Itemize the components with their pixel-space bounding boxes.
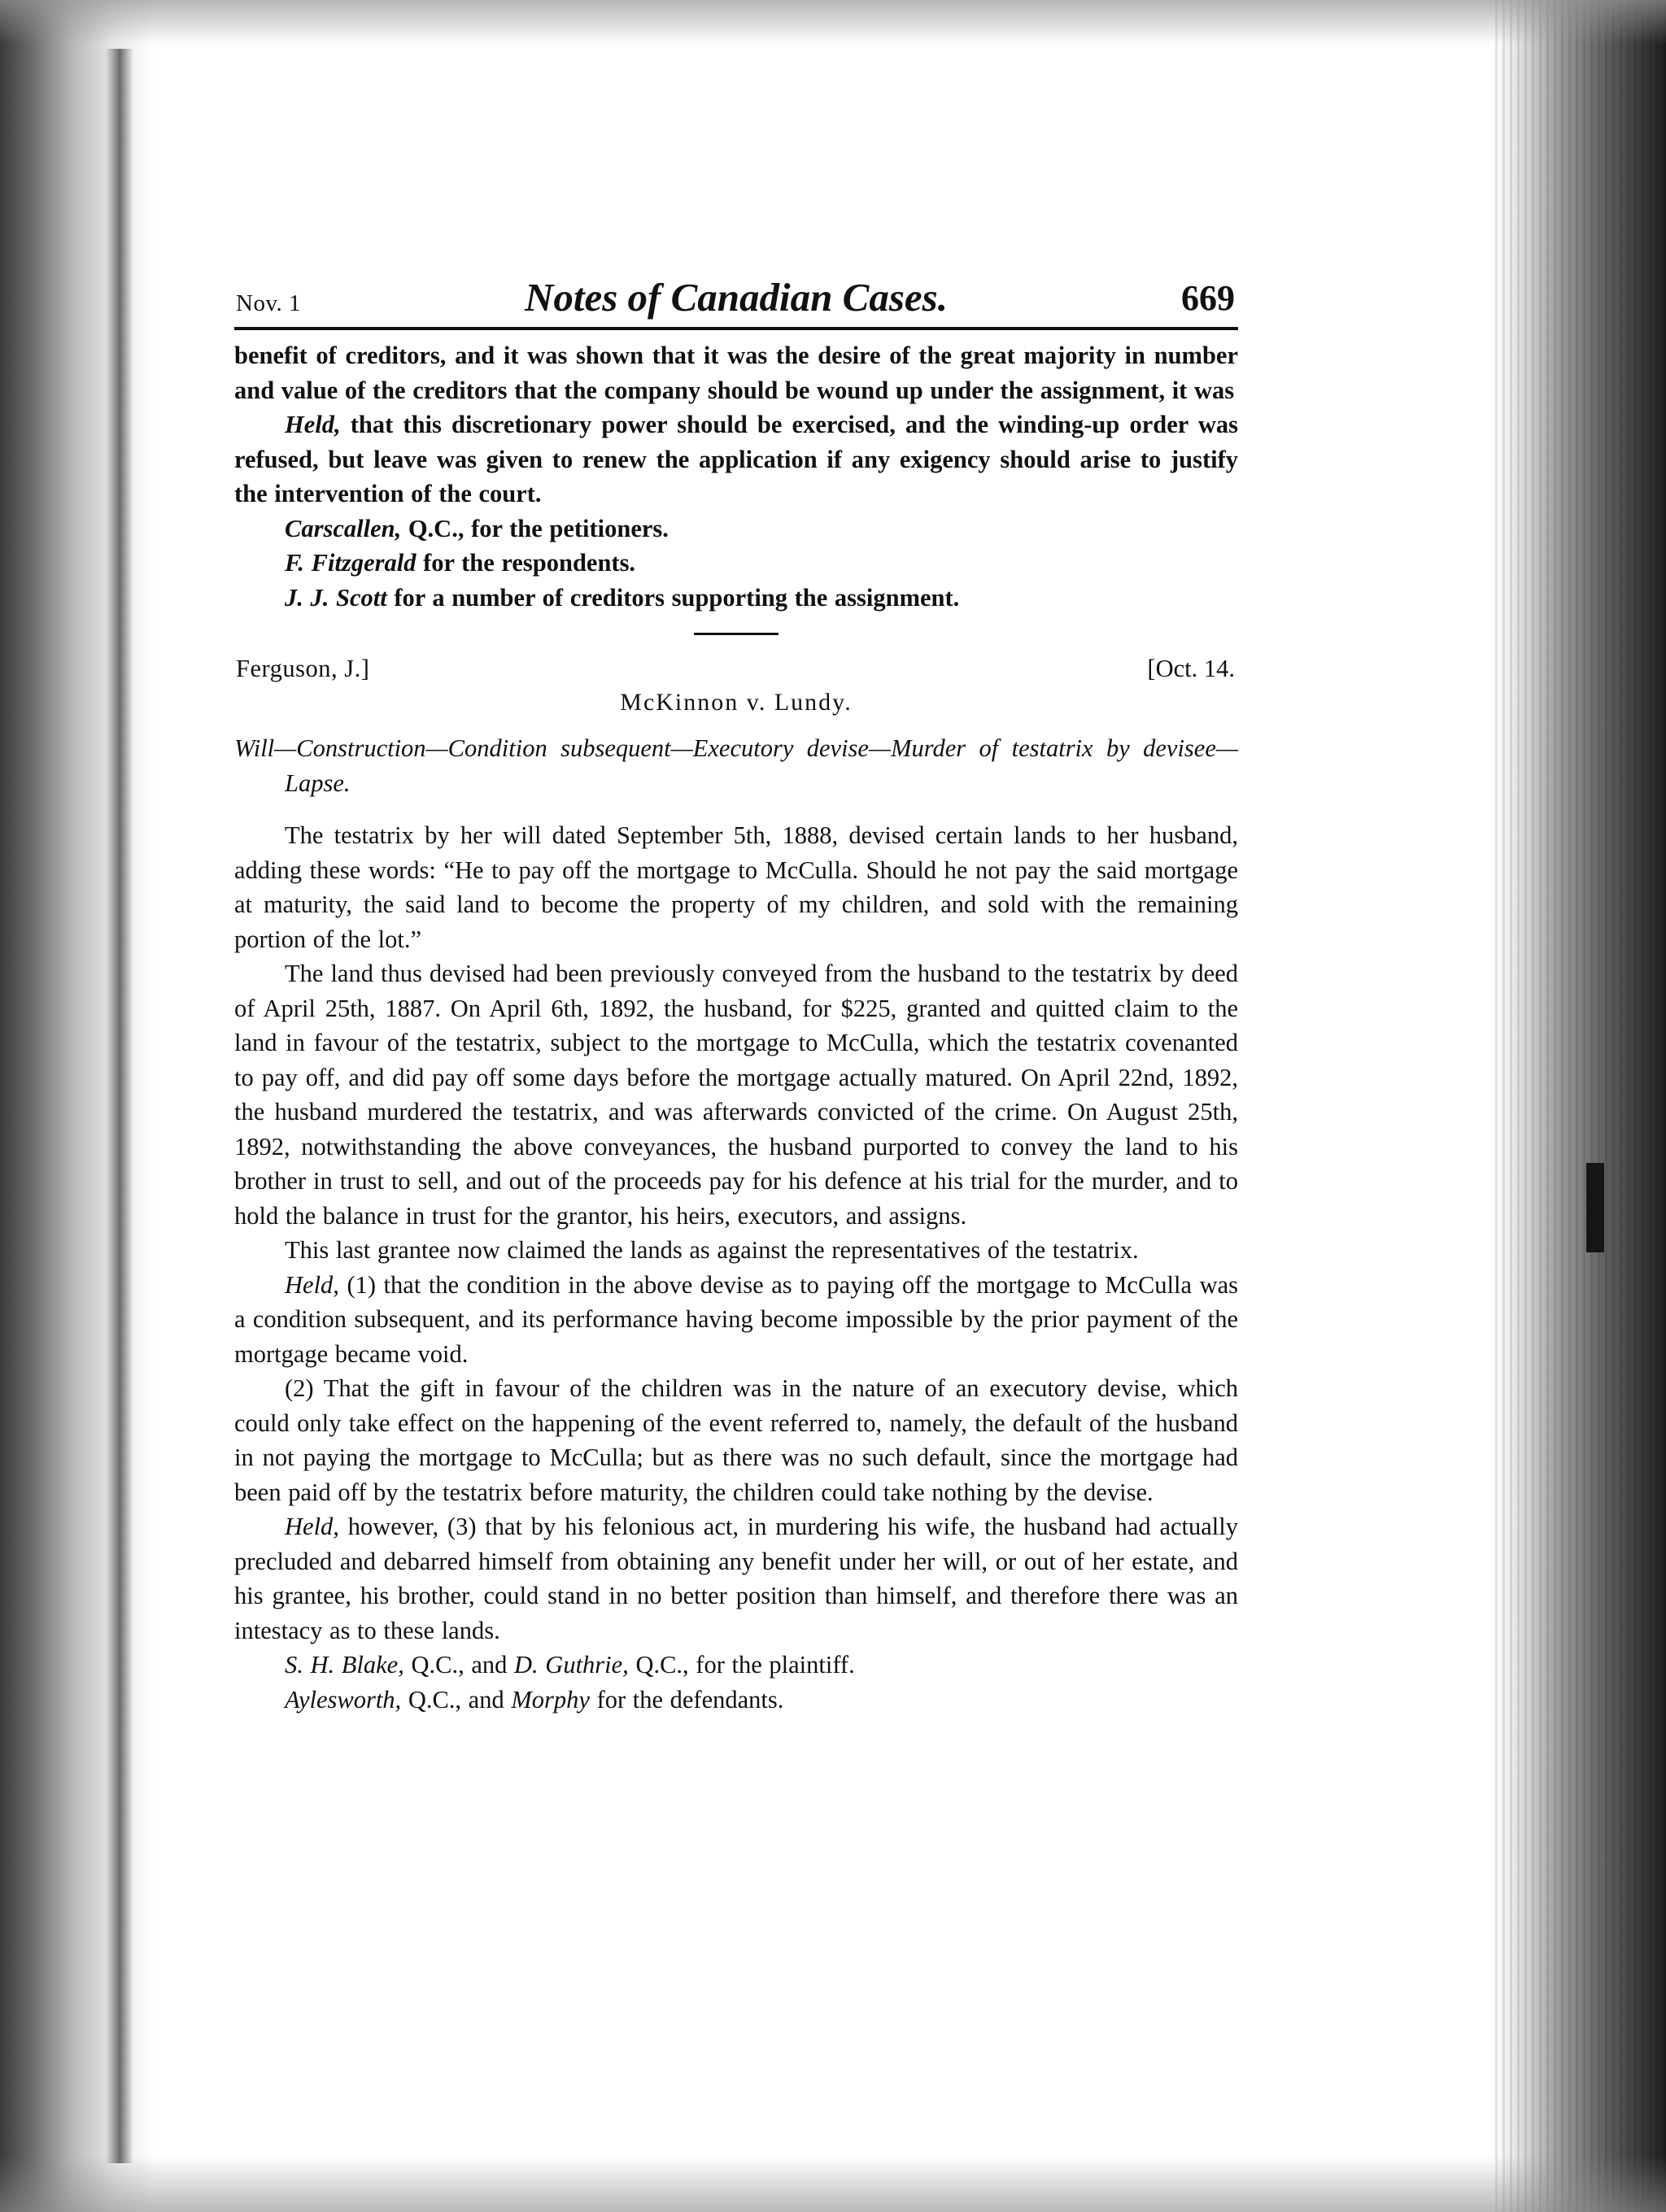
first-case-continuation <box>234 338 1238 615</box>
facts-paragraph: The land thus devised had been previously conveyed from the husband to the testatrix by deed of April 25th, 1887. On April 6th, 1892, the husband, for $225, granted and quitted claim to the land in favour of the testatrix, subject to the mortgage to McCulla, which the testatrix covenanted to pay off, and did pay off some days before the mortgage actually matured. On April 22nd, 1892, the husband murdered the testatrix, and was afterwards convicted of the crime. On August 25th, 1892, notwithstanding the above conveyances, the husband purported to convey the land to his brother in trust to sell, and out of the proceeds pay for his defence at his trial for the murder, and to hold the balance in trust for the grantor, his heirs, executors, and assigns. <box>234 960 1238 1230</box>
running-header <box>234 270 1238 330</box>
judge-name: Ferguson, J.] <box>236 655 370 682</box>
page-number: 669 <box>1181 278 1235 318</box>
counsel-role: Q.C., for the petitioners. <box>401 514 669 542</box>
counsel-connector: Q.C., and <box>403 1651 515 1679</box>
held-text: that this discretionary power should be exercised, and the winding-up order was refused, but leave was given to renew the application if any exigency should arise to justify the intervention of the court. <box>234 411 1238 507</box>
right-binding-shadow <box>1495 0 1666 2212</box>
top-scan-edge <box>0 0 1666 45</box>
counsel-name: Carscallen, <box>285 514 402 542</box>
left-binding-shadow <box>0 0 155 2212</box>
counsel-name: F. Fitzgerald <box>285 549 416 577</box>
decision-date: [Oct. 14. <box>1147 655 1235 682</box>
first-case-holding <box>234 407 1238 512</box>
counsel-line <box>234 1648 1238 1683</box>
case-headnote: Will—Construction—Condition subsequent—Executory devise—Murder of testatrix by devisee—Lapse. <box>234 734 1238 797</box>
counsel-name: D. Guthrie, <box>514 1651 629 1679</box>
counsel-name: S. H. Blake, <box>285 1651 404 1679</box>
counsel-connector: Q.C., and <box>401 1685 512 1713</box>
counsel-line <box>234 1683 1238 1718</box>
case-title: McKinnon v. Lundy. <box>620 689 853 716</box>
held-text: (1) that the condition in the above devise as to paying off the mortgage to McCulla was a condition subsequent, and its performance having become impossible by the prior payment of the mortgage became void. <box>234 1270 1238 1368</box>
counsel-role: for the respondents. <box>416 549 636 577</box>
held-label: Held, <box>285 1513 339 1540</box>
counsel-line <box>234 581 1238 616</box>
counsel-name: Morphy <box>511 1685 590 1713</box>
page-content <box>234 270 1238 1717</box>
facts-paragraph: The testatrix by her will dated September 5th, 1888, devised certain lands to her husband, adding these words: “He to pay off the mortgage to McCulla. Should he not pay the said mortgage at maturity, the said land to become the property of my children, and sold with the remaining portion of the lot.” <box>234 821 1238 953</box>
counsel-name: Aylesworth, <box>285 1685 402 1713</box>
holding-paragraph-2: (2) That the gift in favour of the children was in the nature of an executory devise, which could only take effect on the happening of the event referred to, namely, the default of the husband in not paying the mortgage to McCulla; but as there was no such default, since the mortgage had been paid off by the testatrix before maturity, the children could take nothing by the devise. <box>234 1374 1238 1506</box>
held-label: Held, <box>285 1270 339 1299</box>
section-divider <box>694 633 778 635</box>
held-label: Held, <box>285 411 341 438</box>
header-title: Notes of Canadian Cases. <box>524 275 948 320</box>
counsel-role: Q.C., for the plaintiff. <box>628 1651 855 1679</box>
holding-paragraph-3 <box>234 1509 1238 1648</box>
holding-paragraph-1 <box>234 1268 1238 1372</box>
court-line <box>234 655 1238 692</box>
continuation-paragraph: benefit of creditors, and it was shown that it was the desire of the great majority in number and value of the creditors that the company should be wound up under the assignment, it was <box>234 342 1238 404</box>
bottom-scan-edge <box>0 2155 1666 2212</box>
second-case-body <box>234 818 1238 1717</box>
header-date: Nov. 1 <box>236 290 302 316</box>
counsel-role: for the defendants. <box>589 1685 784 1713</box>
counsel-role: for a number of creditors supporting the assignment. <box>386 583 960 612</box>
facts-paragraph: This last grantee now claimed the lands as against the representatives of the testatrix. <box>285 1236 1139 1264</box>
held-text: however, (3) that by his felonious act, in murdering his wife, the husband had actually precluded and debarred himself from obtaining any benefit under her will, or out of her estate, and his grantee, his brother, could stand in no better position than himself, and therefore there was an intestacy as to these lands. <box>234 1513 1238 1644</box>
counsel-name: J. J. Scott <box>285 583 387 612</box>
counsel-line <box>234 546 1238 581</box>
counsel-line <box>234 512 1238 546</box>
